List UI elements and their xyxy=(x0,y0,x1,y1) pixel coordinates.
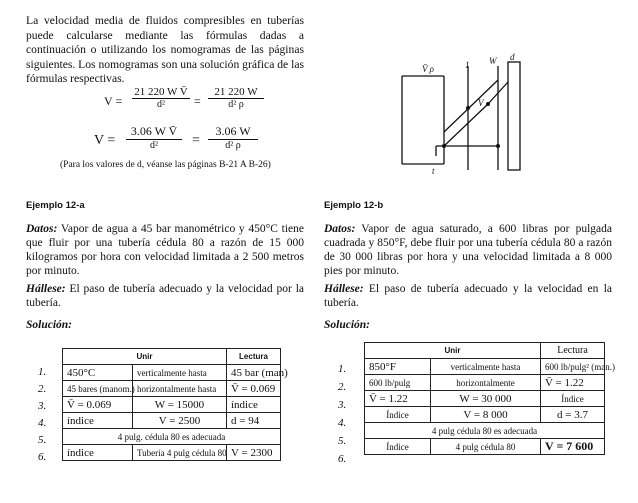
right-hallese-text: El paso de tubería adecuado y la velocidad en la tubería. xyxy=(324,283,612,309)
left-row-number: 2. xyxy=(38,383,47,395)
left-datos-text: Vapor de agua a 45 bar manométrico y 450°C tiene que fluir por una tubería cédula 80 a razón de 15 000 kilogramos por hora con velocidad limitada a 2 500 metros por minuto. xyxy=(26,223,304,277)
right-example-heading: Ejemplo 12-b xyxy=(324,200,384,211)
left-row-number: 5. xyxy=(38,434,47,446)
right-row-number: 6. xyxy=(338,453,347,465)
table-row xyxy=(63,445,281,461)
cell: 4 pulg cédula 80 xyxy=(431,439,541,455)
table-header-row xyxy=(63,349,281,365)
right-row-number: 1. xyxy=(338,363,347,375)
left-row-number: 1. xyxy=(38,366,47,378)
right-hallese-label: Hállese: xyxy=(324,283,364,295)
table-row xyxy=(365,359,605,375)
left-datos-label: Datos: xyxy=(26,223,58,235)
formula-1-frac2-den: d² ρ xyxy=(228,99,244,110)
cell: Índice xyxy=(541,391,605,407)
cell: 4 pulg. cédula 80 es adecuada xyxy=(63,429,281,445)
cell: V = 2300 xyxy=(227,445,281,461)
cell: verticalmente hasta xyxy=(431,359,541,375)
table-row xyxy=(365,407,605,423)
right-datos-text: Vapor de agua saturado, a 600 libras por pulgada cuadrada y 850°F, debe fluir por una tubería cédula 80 a razón de 30 000 libras por hora y una velocidad limitada a 8 000 pies por minuto. xyxy=(324,223,612,277)
label-one: 1 xyxy=(465,60,470,70)
cell: índice xyxy=(227,397,281,413)
left-row-number: 6. xyxy=(38,451,47,463)
right-datos xyxy=(324,222,612,278)
cell: verticalmente hasta xyxy=(133,365,227,381)
cell: 450°C xyxy=(63,365,133,381)
intro-paragraph: La velocidad media de fluidos compresibles en tuberías puede calcularse mediante las fórmulas dadas a continuación o utilizando los nomogramas de las páginas siguientes. Los nomogramas son una solución gráfica de las fórmulas respectivas. xyxy=(26,14,304,86)
formula-2-frac1-num: 3.06 W V̄ xyxy=(126,124,182,140)
formula-2-frac1-den: d² xyxy=(150,140,158,151)
cell: W = 30 000 xyxy=(431,391,541,407)
cell: V̄ = 1.22 xyxy=(541,375,605,391)
formula-2-lhs: V = xyxy=(94,133,116,148)
label-w: W xyxy=(489,56,497,66)
cell: V̄ = 0.069 xyxy=(63,397,133,413)
formula-2 xyxy=(94,124,304,158)
formula-2-frac2-num: 3.06 W xyxy=(208,124,258,140)
table-row xyxy=(63,365,281,381)
table-row xyxy=(63,429,281,445)
header-unir: Unir xyxy=(63,349,227,365)
point-4 xyxy=(486,102,490,106)
table-header-row xyxy=(365,343,605,359)
formula-1 xyxy=(104,86,304,118)
left-solution-table xyxy=(62,348,288,461)
formula-2-frac2-den: d² ρ xyxy=(225,140,241,151)
label-t: t xyxy=(432,166,435,176)
connector-line xyxy=(444,80,498,132)
cell: horizontalmente xyxy=(431,375,541,391)
cell: W = 15000 xyxy=(133,397,227,413)
cell: d = 3.7 xyxy=(541,407,605,423)
cell: d = 94 xyxy=(227,413,281,429)
cell: Índice xyxy=(365,407,431,423)
point-2 xyxy=(466,106,470,110)
header-lectura: Lectura xyxy=(541,343,605,359)
left-example-heading: Ejemplo 12-a xyxy=(26,200,85,211)
table-row xyxy=(63,381,281,397)
right-row-number: 3. xyxy=(338,399,347,411)
cell: V = 7 600 xyxy=(541,439,605,455)
label-vbar-rho: V̄ ρ xyxy=(422,64,434,74)
table-row xyxy=(63,413,281,429)
table-row xyxy=(365,391,605,407)
left-hallese-text: El paso de tubería adecuado y la velocidad por la tubería. xyxy=(26,283,304,309)
right-solucion-label: Solución: xyxy=(324,319,371,331)
label-d: d xyxy=(510,52,515,62)
formula-1-eq: = xyxy=(194,94,201,108)
nomogram-diagram xyxy=(392,52,542,178)
table-row xyxy=(365,439,605,455)
cell: 4 pulg cédula 80 es adecuada xyxy=(365,423,605,439)
table-row xyxy=(63,397,281,413)
cell: 45 bar (man) xyxy=(227,365,281,381)
formula-1-frac1-den: d² xyxy=(157,99,165,110)
cell: 45 bares (manom.) xyxy=(63,381,133,397)
cell: V = 8 000 xyxy=(431,407,541,423)
formula-1-lhs: V = xyxy=(104,94,123,108)
right-row-number: 4. xyxy=(338,417,347,429)
label-v: V xyxy=(478,98,484,108)
cell: índice xyxy=(63,413,133,429)
reference-note: (Para los valores de d, véanse las páginas B-21 A B-26) xyxy=(60,160,271,170)
point-3 xyxy=(496,144,500,148)
cell: V̄ = 0.069 xyxy=(227,381,281,397)
table-row xyxy=(365,423,605,439)
cell: horizontalmente hasta xyxy=(133,381,227,397)
point-1 xyxy=(442,144,446,148)
cell: Índice xyxy=(365,439,431,455)
table-row xyxy=(365,375,605,391)
cell: 600 lb/pulg xyxy=(365,375,431,391)
formula-1-frac2-num: 21 220 W xyxy=(208,86,264,99)
right-datos-label: Datos: xyxy=(324,223,356,235)
left-datos xyxy=(26,222,304,278)
right-solution-table xyxy=(364,342,615,455)
cell: 600 lb/pulg² (man.) xyxy=(541,359,605,375)
cell: V = 2500 xyxy=(133,413,227,429)
left-hallese-label: Hállese: xyxy=(26,283,66,295)
left-solucion-label: Solución: xyxy=(26,319,73,331)
left-row-number: 3. xyxy=(38,400,47,412)
cell: índice xyxy=(63,445,133,461)
header-lectura: Lectura xyxy=(227,349,281,365)
cell: 850°F xyxy=(365,359,431,375)
right-row-number: 2. xyxy=(338,381,347,393)
right-row-number: 5. xyxy=(338,435,347,447)
cell: Tubería 4 pulg cédula 80 xyxy=(133,445,227,461)
formula-1-frac1-num: 21 220 W V̄ xyxy=(132,86,190,99)
right-hallese xyxy=(324,282,612,310)
header-unir: Unir xyxy=(365,343,541,359)
d-scale xyxy=(508,62,520,170)
cell: V̄ = 1.22 xyxy=(365,391,431,407)
formula-2-eq: = xyxy=(192,133,200,148)
left-hallese xyxy=(26,282,304,310)
left-row-number: 4. xyxy=(38,417,47,429)
